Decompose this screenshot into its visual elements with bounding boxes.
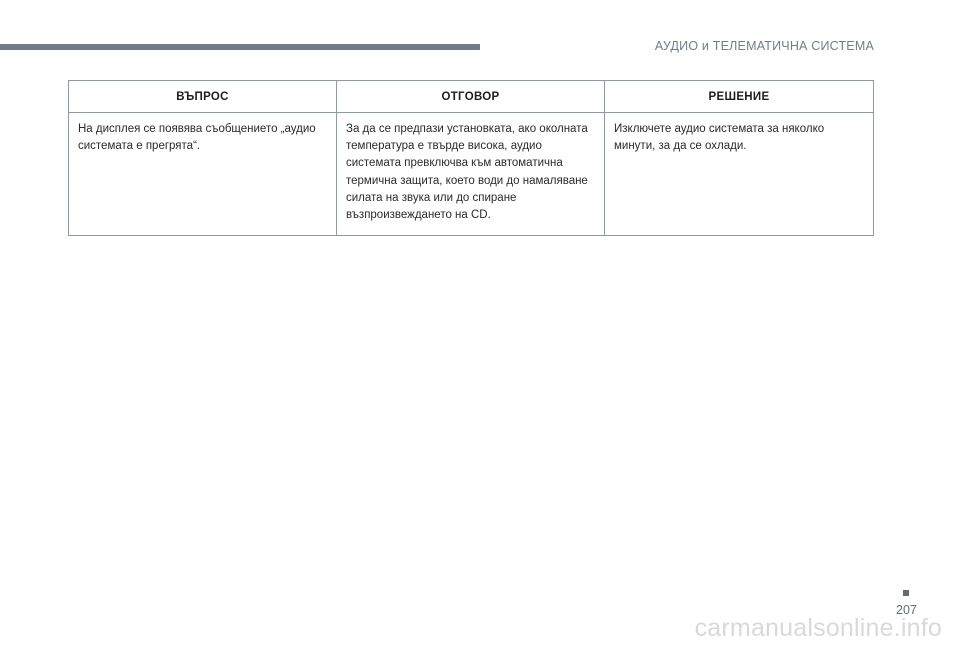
page-marker-square (903, 590, 909, 596)
table-row (69, 113, 874, 236)
header-accent-bar (0, 44, 480, 50)
watermark-text: carmanualsonline.info (694, 614, 942, 642)
column-header-solution: РЕШЕНИЕ (605, 81, 874, 113)
column-header-answer: ОТГОВОР (337, 81, 605, 113)
solution-cell: Изключете аудио системата за няколко минути, за да се охлади. (605, 113, 874, 236)
column-header-question: ВЪПРОС (69, 81, 337, 113)
section-title: АУДИО и ТЕЛЕМАТИЧНА СИСТЕМА (654, 39, 874, 53)
table-header-row (69, 81, 874, 113)
answer-cell: За да се предпази установката, ако околната температура е твърде висока, аудио системата превключва към автоматична термична защита, което води до намаляване силата на звука или до спиране възпроизвеждането на CD. (337, 113, 605, 236)
question-cell: На дисплея се появява съобщението „аудио системата е прегрята“. (69, 113, 337, 236)
page-number: 207 (896, 603, 917, 617)
troubleshooting-table (68, 80, 874, 236)
